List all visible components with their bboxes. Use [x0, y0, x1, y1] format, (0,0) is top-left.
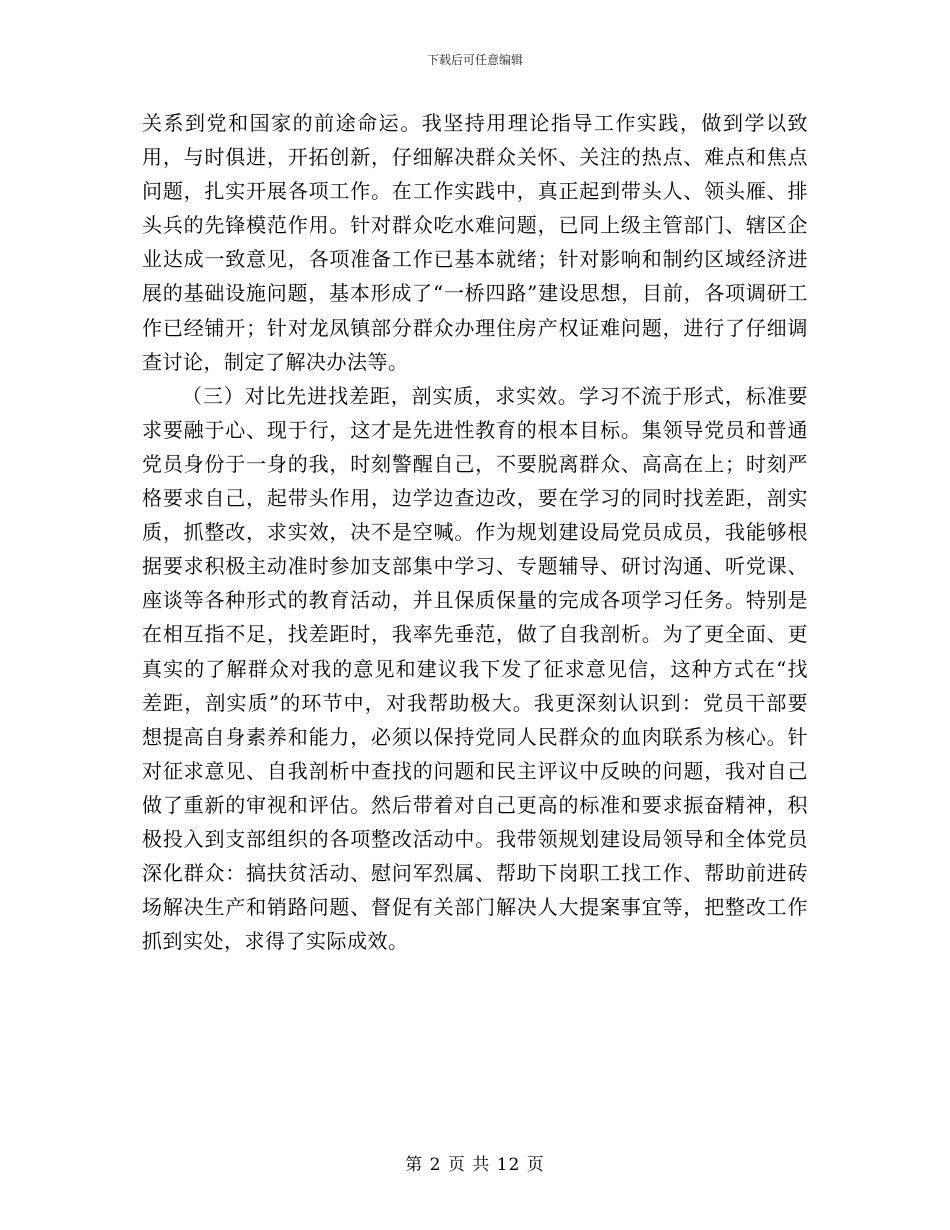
footer-current-page: 2: [429, 1155, 442, 1175]
body-paragraph-2: （三）对比先进找差距，剖实质，求实效。学习不流于形式，标准要求要融于心、现于行，这才是先进性教育的根本目标。集领导党员和普通党员身份于一身的我，时刻警醒自己，不要脱离群众、高高在上；时刻严格要求自己，起带头作用，边学边查边改，要在学习的同时找差距，剖实质，抓整改，求实效，决不是空喊。作为规划建设局党员成员，我能够根据要求积极主动准时参加支部集中学习、专题辅导、研讨沟通、听党课、座谈等各种形式的教育活动，并且保质保量的完成各项学习任务。特别是在相互指不足，找差距时，我率先垂范，做了自我剖析。为了更全面、更真实的了解群众对我的意见和建议我下发了征求意见信，这种方式在“找差距，剖实质”的环节中，对我帮助极大。我更深刻认识到：党员干部要想提高自身素养和能力，必须以保持党同人民群众的血肉联系为核心。针对征求意见、自我剖析中查找的问题和民主评议中反映的问题，我对自己做了重新的审视和评估。然后带着对自己更高的标准和要求振奋精神，积极投入到支部组织的各项整改活动中。我带领规划建设局领导和全体党员深化群众：搞扶贫活动、慰问军烈属、帮助下岗职工找工作、帮助前进砖场解决生产和销路问题、督促有关部门解决人大提案事宜等，把整改工作抓到实处，求得了实际成效。: [142, 383, 808, 954]
header-text: 下载后可任意编辑: [426, 53, 523, 67]
footer-total-pages: 12: [496, 1155, 521, 1175]
footer-prefix: 第: [405, 1155, 424, 1175]
body-paragraph-1: 关系到党和国家的前途命运。我坚持用理论指导工作实践，做到学以致用，与时俱进，开拓创新，仔细解决群众关怀、关注的热点、难点和焦点问题，扎实开展各项工作。在工作实践中，真正起到带头人、领头雁、排头兵的先锋模范作用。针对群众吃水难问题，已同上级主管部门、辖区企业达成一致意见，各项准备工作已基本就绪；针对影响和制约区域经济进展的基础设施问题，基本形成了“一桥四路”建设思想，目前，各项调研工作已经铺开；针对龙凤镇部分群众办理住房产权证难问题，进行了仔细调查讨论，制定了解决办法等。: [142, 111, 808, 374]
footer-suffix: 页: [526, 1155, 545, 1175]
page-footer: [0, 1153, 950, 1177]
document-body: [142, 106, 808, 958]
page-header: [0, 52, 950, 68]
footer-middle: 页 共: [447, 1155, 491, 1175]
